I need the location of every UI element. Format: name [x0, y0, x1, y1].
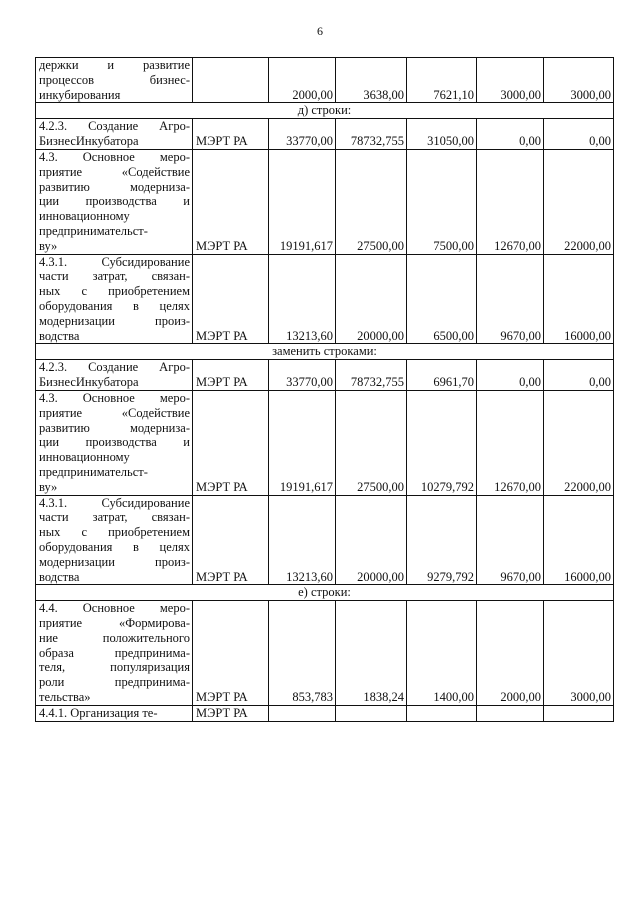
amount-cell: 3000,00: [477, 58, 544, 103]
amount-cell: [269, 705, 336, 721]
responsible-org-cell: МЭРТ РА: [193, 705, 269, 721]
activity-name-line: держки и развитие: [39, 58, 190, 72]
responsible-org-cell: МЭРТ РА: [193, 360, 269, 391]
activity-name-line: роли предпринима-: [39, 675, 190, 690]
responsible-org-cell: МЭРТ РА: [193, 601, 269, 706]
table-row: [36, 601, 614, 706]
amount-cell: 27500,00: [336, 149, 407, 254]
activity-name-line: ции производства и: [39, 435, 190, 450]
table-row: [36, 58, 614, 103]
section-heading-row: [36, 103, 614, 119]
activity-name-line: процессов бизнес-: [39, 72, 190, 87]
amount-cell: 10279,792: [407, 390, 477, 495]
activity-name-line: оборудования в целях: [39, 298, 190, 313]
activity-name-line: приятие «Содействие: [39, 164, 190, 179]
responsible-org-cell: МЭРТ РА: [193, 254, 269, 344]
activity-name-line: ных с приобретением: [39, 284, 190, 299]
amount-cell: 31050,00: [407, 119, 477, 150]
activity-name-line: части затрат, связан-: [39, 510, 190, 525]
table-row: [36, 119, 614, 150]
activity-name-line: образа предпринима-: [39, 645, 190, 660]
amount-cell: 9670,00: [477, 495, 544, 585]
amount-cell: 0,00: [477, 360, 544, 391]
activity-name-cell: [36, 149, 193, 254]
amount-cell: 22000,00: [544, 149, 614, 254]
table-row: [36, 360, 614, 391]
table-row: [36, 390, 614, 495]
activity-name-cell: [36, 390, 193, 495]
activity-name-line: тельства»: [39, 690, 91, 705]
table-row: [36, 495, 614, 585]
amount-cell: 16000,00: [544, 254, 614, 344]
amount-cell: 13213,60: [269, 254, 336, 344]
table-row: [36, 254, 614, 344]
amount-cell: 19191,617: [269, 149, 336, 254]
activity-name-line: водства: [39, 569, 80, 584]
activity-name-line: ние положительного: [39, 630, 190, 645]
amount-cell: 12670,00: [477, 390, 544, 495]
responsible-org-cell: [193, 58, 269, 103]
activity-name-line: БизнесИнкубатора: [39, 134, 139, 149]
activity-name-line: ву»: [39, 479, 58, 494]
amount-cell: 20000,00: [336, 495, 407, 585]
program-table: [35, 57, 614, 722]
activity-name-line: 4.3. Основное меро-: [39, 149, 190, 164]
activity-name-line: модернизации произ-: [39, 313, 190, 328]
amount-cell: 0,00: [544, 119, 614, 150]
activity-name-line: ву»: [39, 238, 58, 253]
activity-name-line: 4.3.1. Субсидирование: [39, 495, 190, 510]
amount-cell: 2000,00: [269, 58, 336, 103]
page-number: 6: [317, 24, 323, 38]
activity-name-line: приятие «Содействие: [39, 405, 190, 420]
activity-name-line: приятие «Формирова-: [39, 616, 190, 631]
amount-cell: 3000,00: [544, 601, 614, 706]
activity-name-line: оборудования в целях: [39, 539, 190, 554]
activity-name-line: 4.3. Основное меро-: [39, 390, 190, 405]
amount-cell: 3638,00: [336, 58, 407, 103]
activity-name-line: БизнесИнкубатора: [39, 375, 139, 390]
amount-cell: 2000,00: [477, 601, 544, 706]
amount-cell: 853,783: [269, 601, 336, 706]
section-heading: д) строки:: [36, 103, 614, 119]
amount-cell: 7621,10: [407, 58, 477, 103]
amount-cell: 22000,00: [544, 390, 614, 495]
activity-name-line: теля, популяризация: [39, 660, 190, 675]
activity-name-cell: [36, 119, 193, 150]
amount-cell: 33770,00: [269, 119, 336, 150]
activity-name-line: инновационному: [39, 450, 130, 465]
amount-cell: 0,00: [477, 119, 544, 150]
activity-name-line: 4.4. Основное меро-: [39, 601, 190, 616]
activity-name-line: предпринимательст-: [39, 223, 148, 238]
amount-cell: 6961,70: [407, 360, 477, 391]
amount-cell: [407, 705, 477, 721]
amount-cell: 16000,00: [544, 495, 614, 585]
amount-cell: [477, 705, 544, 721]
section-heading: е) строки:: [36, 585, 614, 601]
activity-name-cell: [36, 495, 193, 585]
section-heading-row: [36, 344, 614, 360]
responsible-org-cell: МЭРТ РА: [193, 390, 269, 495]
amount-cell: 78732,755: [336, 360, 407, 391]
amount-cell: 9279,792: [407, 495, 477, 585]
amount-cell: [336, 705, 407, 721]
activity-name-line: модернизации произ-: [39, 554, 190, 569]
activity-name-cell: [36, 254, 193, 344]
amount-cell: 27500,00: [336, 390, 407, 495]
responsible-org-cell: МЭРТ РА: [193, 495, 269, 585]
amount-cell: [544, 705, 614, 721]
amount-cell: 9670,00: [477, 254, 544, 344]
activity-name-line: развитию модерниза-: [39, 179, 190, 194]
activity-name-line: инкубирования: [39, 87, 121, 102]
amount-cell: 3000,00: [544, 58, 614, 103]
table-row: [36, 705, 614, 721]
activity-name-line: водства: [39, 328, 80, 343]
amount-cell: 6500,00: [407, 254, 477, 344]
activity-name-line: ных с приобретением: [39, 525, 190, 540]
activity-name-line: инновационному: [39, 209, 130, 224]
table-row: [36, 149, 614, 254]
amount-cell: 13213,60: [269, 495, 336, 585]
activity-name-line: развитию модерниза-: [39, 420, 190, 435]
activity-name-line: 4.2.3. Создание Агро-: [39, 119, 190, 134]
activity-name-line: части затрат, связан-: [39, 269, 190, 284]
amount-cell: 0,00: [544, 360, 614, 391]
activity-name-line: предпринимательст-: [39, 464, 148, 479]
activity-name-line: 4.4.1. Организация те-: [39, 705, 158, 720]
amount-cell: 33770,00: [269, 360, 336, 391]
amount-cell: 7500,00: [407, 149, 477, 254]
amount-cell: 20000,00: [336, 254, 407, 344]
activity-name-line: 4.2.3. Создание Агро-: [39, 360, 190, 375]
activity-name-cell: [36, 360, 193, 391]
activity-name-line: 4.3.1. Субсидирование: [39, 254, 190, 269]
activity-name-cell: [36, 601, 193, 706]
amount-cell: 1838,24: [336, 601, 407, 706]
responsible-org-cell: МЭРТ РА: [193, 149, 269, 254]
activity-name-cell: [36, 705, 193, 721]
activity-name-line: ции производства и: [39, 194, 190, 209]
amount-cell: 19191,617: [269, 390, 336, 495]
amount-cell: 78732,755: [336, 119, 407, 150]
section-heading-row: [36, 585, 614, 601]
activity-name-cell: [36, 58, 193, 103]
amount-cell: 12670,00: [477, 149, 544, 254]
section-heading: заменить строками:: [36, 344, 614, 360]
responsible-org-cell: МЭРТ РА: [193, 119, 269, 150]
amount-cell: 1400,00: [407, 601, 477, 706]
